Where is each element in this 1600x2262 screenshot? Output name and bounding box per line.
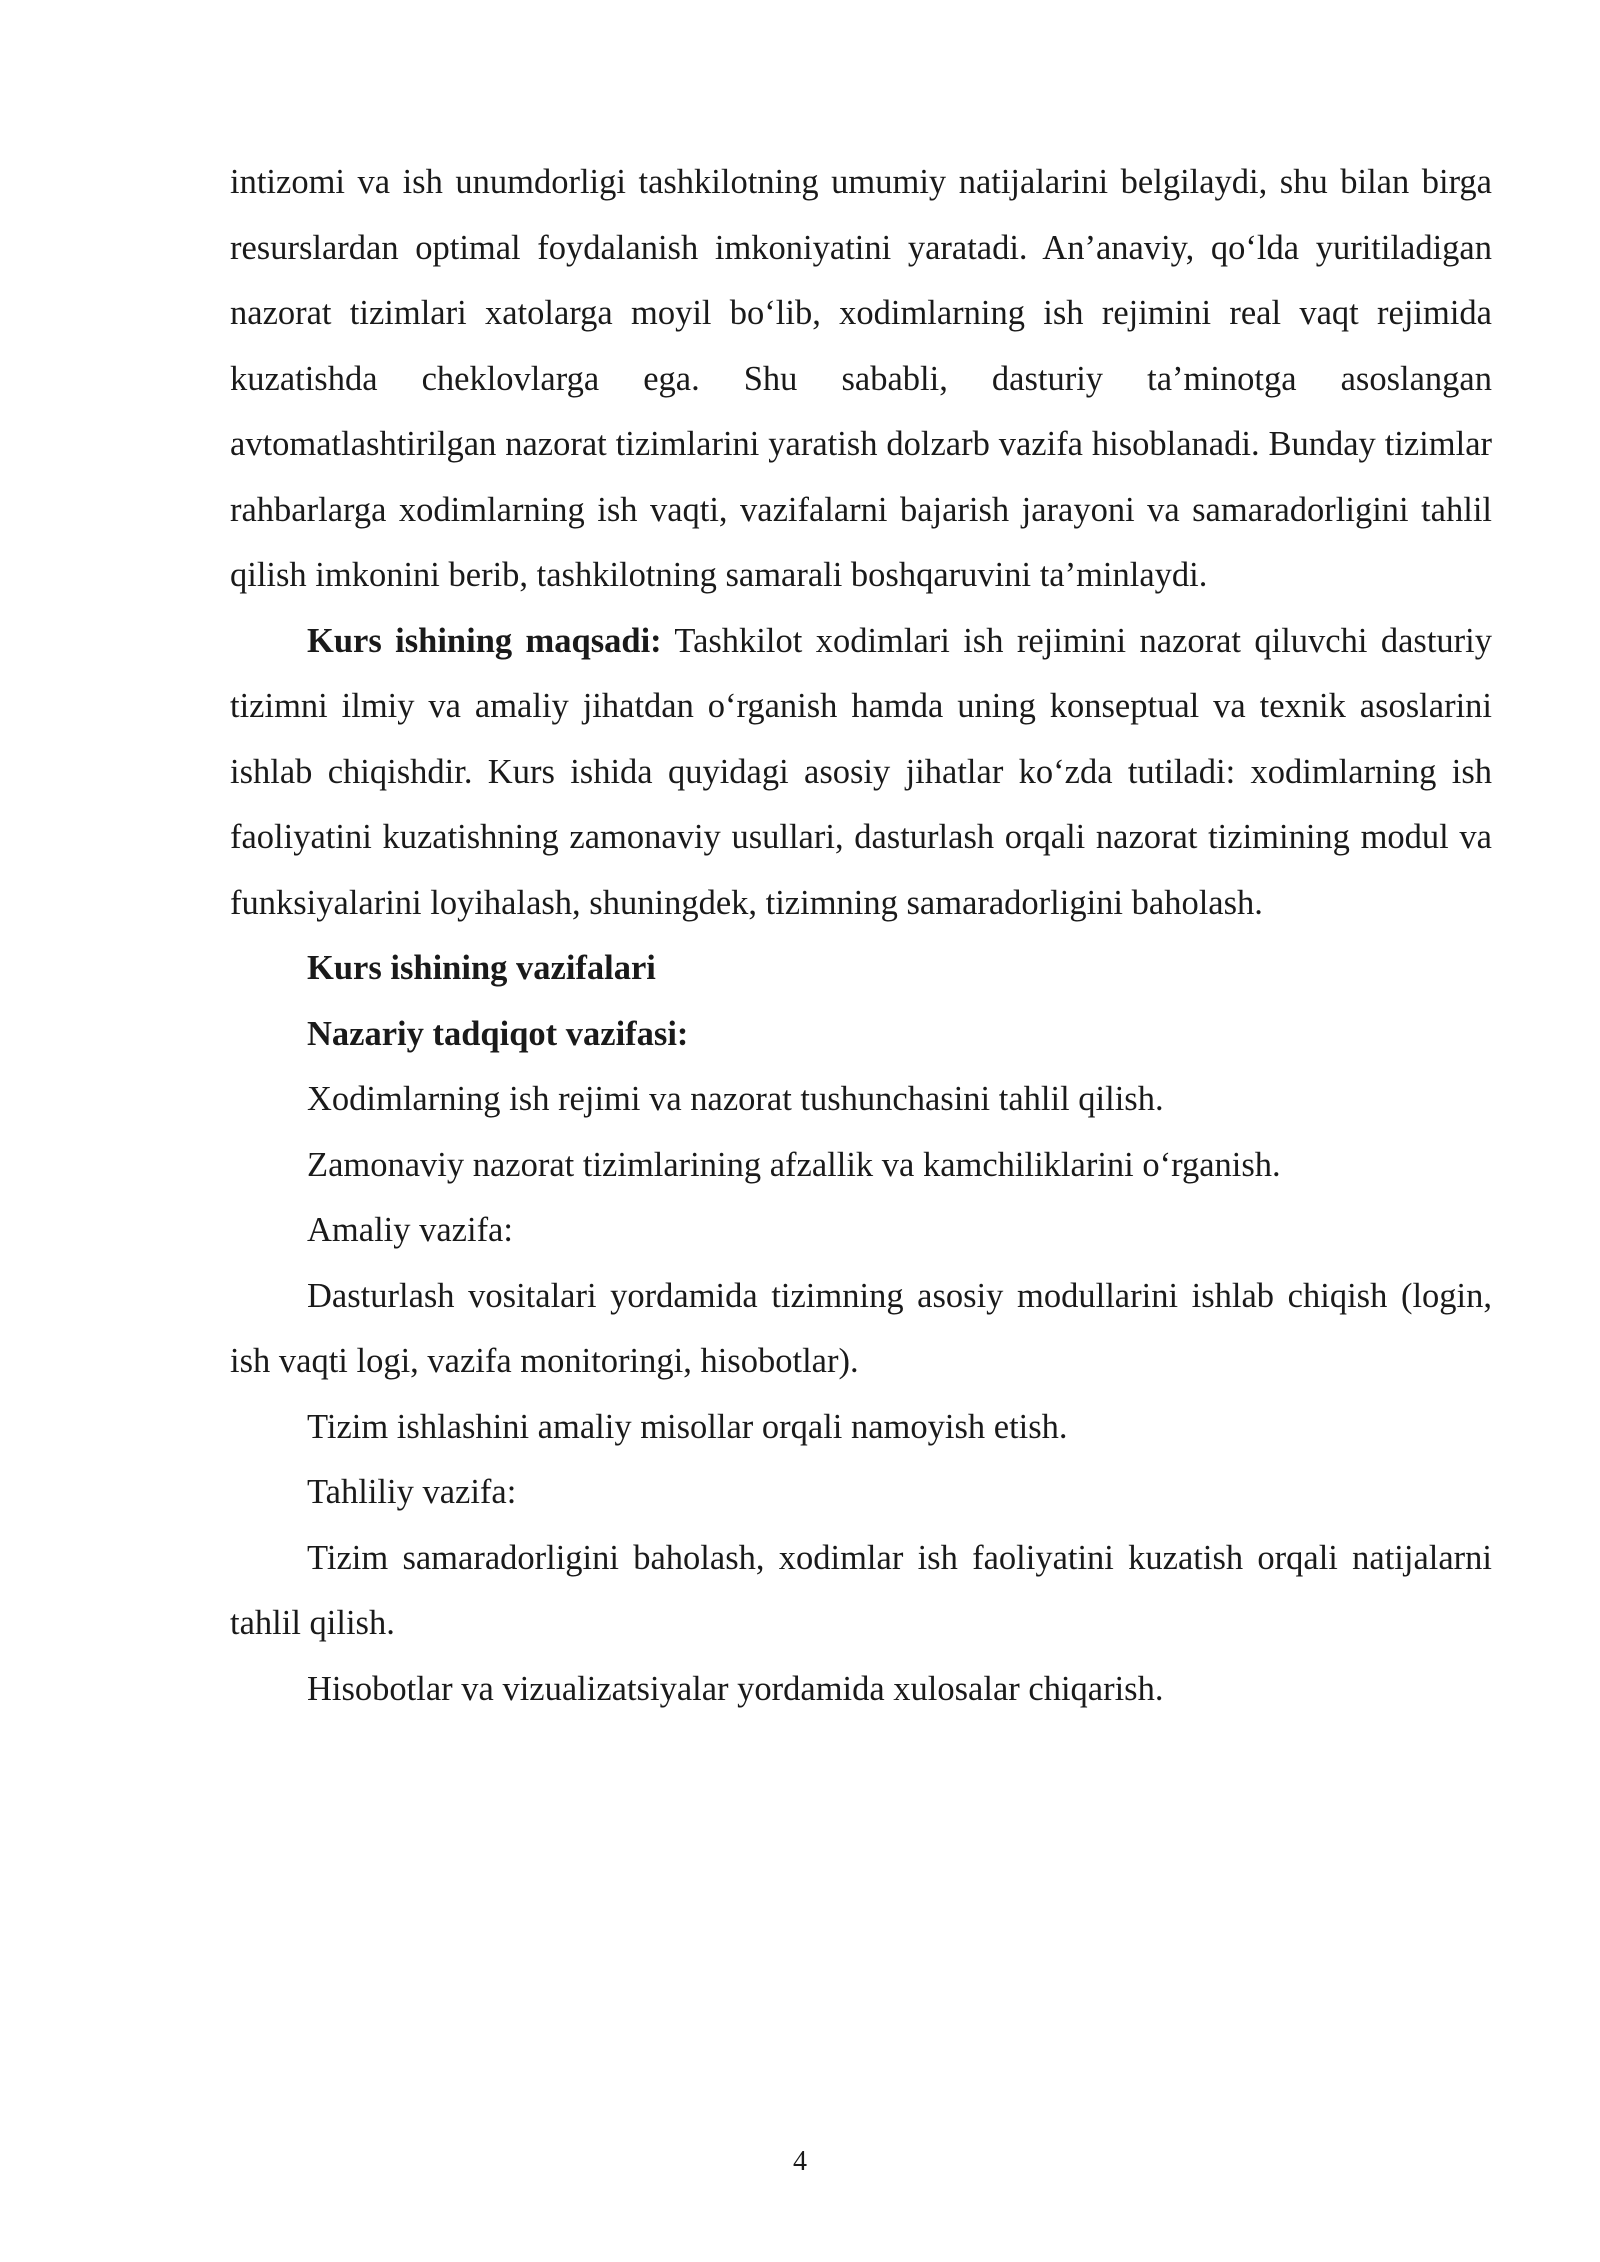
practical-item: Tizim ishlashini amaliy misollar orqali namoyish etish. <box>307 1407 1068 1446</box>
analytic-item: Tizim samaradorligini baholash, xodimlar ish faoliyatini kuzatish orqali natijalarni tahlil qilish. <box>230 1538 1492 1642</box>
page-number: 4 <box>793 2146 807 2177</box>
theory-item: Xodimlarning ish rejimi va nazorat tushunchasini tahlil qilish. <box>307 1080 1164 1118</box>
goal-text: Tashkilot xodimlari ish rejimini nazorat qiluvchi dasturiy tizimni ilmiy va amaliy jihatdan o‘rganish hamda uning konseptual va texnik asoslarini ishlab chiqishdir. Kurs ishida quyidagi asosiy jihatlar ko‘zda tutiladi: xodimlarning ish faoliyatini kuzatishning zamonaviy usullari, dasturlash orqali nazorat tizimining modul va funksiyalarini loyihalash, shuningdek, tizimning samaradorligini baholash. <box>230 621 1492 922</box>
practical-item: Dasturlash vositalari yordamida tizimning asosiy modullarini ishlab chiqish (login, ish vaqti logi, vazifa monitoringi, hisobotlar). <box>230 1276 1492 1380</box>
goal-lead: Kurs ishining maqsadi: <box>307 621 662 660</box>
goal-paragraph <box>230 609 1492 937</box>
theory-heading: Nazariy tadqiqot vazifasi: <box>307 1014 689 1053</box>
practical-label: Amaliy vazifa: <box>307 1211 513 1249</box>
document-page <box>230 150 1492 1722</box>
theory-item: Zamonaviy nazorat tizimlarining afzallik va kamchiliklarini o‘rganish. <box>307 1145 1281 1184</box>
tasks-heading: Kurs ishining vazifalari <box>307 949 656 987</box>
analytic-item: Hisobotlar va vizualizatsiyalar yordamida xulosalar chiqarish. <box>307 1669 1164 1708</box>
analytic-label: Tahliliy vazifa: <box>307 1473 517 1511</box>
intro-paragraph: intizomi va ish unumdorligi tashkilotning umumiy natijalarini belgilaydi, shu bilan birga resurslardan optimal foydalanish imkoniyatini yaratadi. An’anaviy, qo‘lda yuritiladigan nazorat tizimlari xatolarga moyil bo‘lib, xodimlarning ish rejimini real vaqt rejimida kuzatishda cheklovlarga ega. Shu sababli, dasturiy ta’minotga asoslangan avtomatlashtirilgan nazorat tizimlarini yaratish dolzarb vazifa hisoblanadi. Bunday tizimlar rahbarlarga xodimlarning ish vaqti, vazifalarni bajarish jarayoni va samaradorligini tahlil qilish imkonini berib, tashkilotning samarali boshqaruvini ta’minlaydi. <box>230 163 1492 594</box>
